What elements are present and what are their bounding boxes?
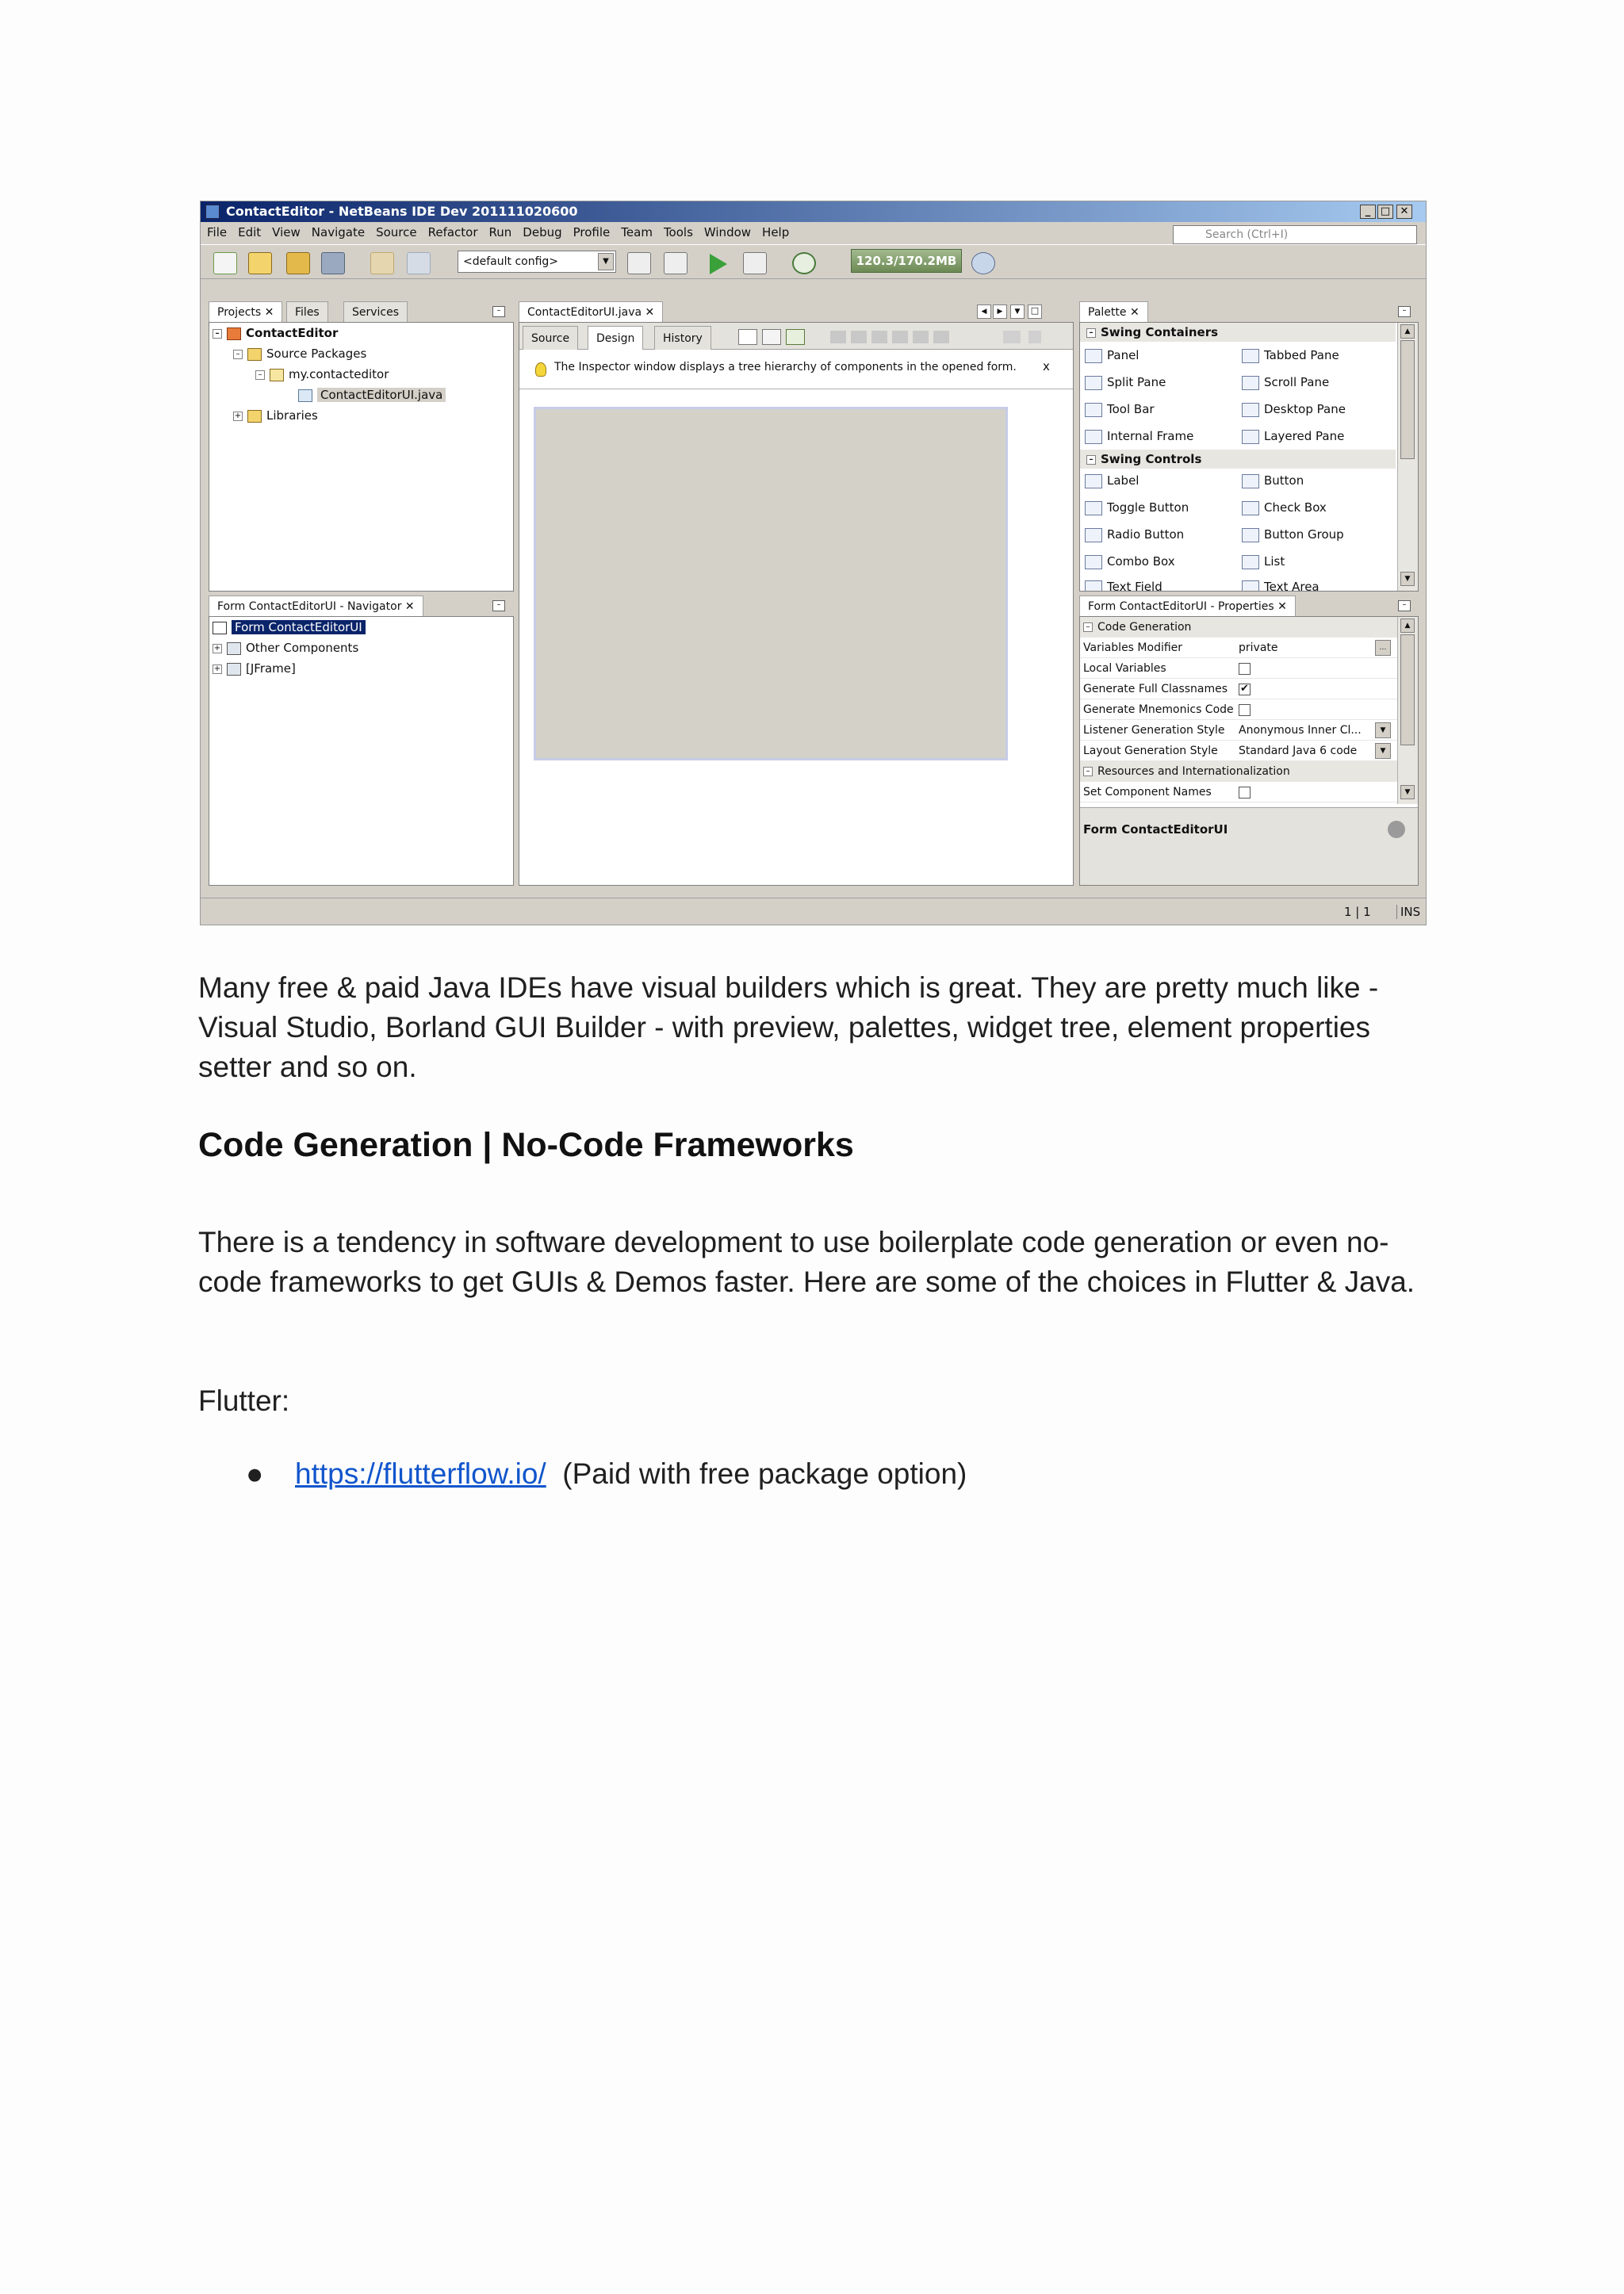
palette-scroll-pane[interactable]: Scroll Pane bbox=[1242, 373, 1329, 391]
palette-check-box[interactable]: Check Box bbox=[1242, 499, 1327, 516]
properties-footer-title: Form ContactEditorUI bbox=[1083, 822, 1228, 837]
scroll-up-icon[interactable]: ▲ bbox=[1400, 324, 1415, 339]
tab-design[interactable]: Design bbox=[588, 326, 643, 350]
tab-navigator[interactable]: Form ContactEditorUI - Navigator ✕ bbox=[209, 596, 423, 616]
component-names-checkbox[interactable] bbox=[1239, 787, 1251, 798]
navigator-tabs bbox=[209, 596, 514, 616]
config-select[interactable] bbox=[458, 251, 616, 273]
tree-file[interactable]: ContactEditorUI.java bbox=[298, 386, 446, 404]
preview-design-icon[interactable] bbox=[786, 329, 805, 345]
debug-icon[interactable] bbox=[743, 252, 767, 274]
mnemonics-checkbox[interactable] bbox=[1239, 704, 1251, 716]
menu-help[interactable]: Help bbox=[762, 225, 790, 239]
menu-navigate[interactable]: Navigate bbox=[311, 225, 366, 239]
selection-mode-icon[interactable] bbox=[738, 329, 757, 345]
editor-panel bbox=[519, 322, 1074, 886]
gc-icon[interactable] bbox=[971, 252, 995, 274]
package-icon bbox=[270, 369, 284, 381]
align-bottom-icon[interactable] bbox=[913, 331, 929, 343]
scroll-right-icon[interactable]: ▶ bbox=[993, 304, 1007, 319]
menu-profile[interactable]: Profile bbox=[573, 225, 611, 239]
tree-project[interactable]: – ContactEditor bbox=[213, 324, 338, 342]
new-file-icon[interactable] bbox=[213, 252, 237, 274]
full-classnames-checkbox[interactable]: ✔ bbox=[1239, 684, 1251, 695]
menu-run[interactable]: Run bbox=[488, 225, 512, 239]
palette-internal-frame[interactable]: Internal Frame bbox=[1085, 427, 1193, 445]
tool-bar-icon bbox=[1085, 403, 1102, 417]
tendency-paragraph: There is a tendency in software development to use boilerplate code generation or even no-code frameworks to get GUIs & Demos faster. Here are some of the choices in Flutter & Java. bbox=[198, 1226, 1415, 1298]
library-icon bbox=[247, 410, 262, 423]
tab-projects[interactable]: Projects ✕ bbox=[209, 301, 282, 322]
chevron-down-icon[interactable]: ▼ bbox=[1375, 743, 1391, 759]
scroll-pane-icon bbox=[1242, 376, 1259, 390]
palette-label[interactable]: Label bbox=[1085, 472, 1139, 489]
prop-variables-modifier[interactable]: Variables Modifier private … bbox=[1080, 638, 1397, 658]
maximize-editor-icon[interactable]: □ bbox=[1028, 304, 1042, 319]
minimize-palette-icon[interactable]: – bbox=[1398, 306, 1411, 317]
palette-text-field[interactable]: Text Field bbox=[1085, 578, 1162, 591]
projects-tabs bbox=[209, 301, 514, 322]
scroll-left-icon[interactable]: ◀ bbox=[977, 304, 991, 319]
palette-tabs bbox=[1079, 301, 1419, 322]
palette-toggle-button[interactable]: Toggle Button bbox=[1085, 499, 1189, 516]
palette-panel bbox=[1079, 322, 1419, 592]
local-variables-checkbox[interactable] bbox=[1239, 663, 1251, 675]
flutterflow-link[interactable]: https://flutterflow.io/ bbox=[295, 1457, 546, 1490]
navigator-panel bbox=[209, 616, 514, 886]
minimize-properties-icon[interactable]: – bbox=[1398, 600, 1411, 611]
maximize-icon[interactable]: □ bbox=[1377, 205, 1393, 219]
tab-properties[interactable]: Form ContactEditorUI - Properties ✕ bbox=[1079, 596, 1296, 616]
menu-source[interactable]: Source bbox=[376, 225, 417, 239]
menu-file[interactable]: File bbox=[207, 225, 228, 239]
scroll-down-icon[interactable]: ▼ bbox=[1400, 572, 1415, 586]
check-box-icon bbox=[1242, 501, 1259, 515]
palette-scrollbar[interactable] bbox=[1397, 323, 1418, 591]
tab-source[interactable]: Source bbox=[523, 326, 578, 350]
scroll-up-icon[interactable]: ▲ bbox=[1400, 618, 1415, 633]
menu-edit[interactable]: Edit bbox=[238, 225, 262, 239]
tab-services[interactable]: Services bbox=[343, 301, 408, 322]
redo-icon[interactable] bbox=[407, 252, 431, 274]
chevron-down-icon[interactable]: ▼ bbox=[1375, 722, 1391, 738]
project-icon bbox=[227, 327, 241, 340]
status-bar bbox=[201, 898, 1426, 925]
properties-scrollbar[interactable] bbox=[1397, 617, 1418, 804]
build-icon[interactable] bbox=[627, 252, 651, 274]
app-icon bbox=[205, 205, 220, 219]
properties-footer bbox=[1080, 807, 1418, 885]
memory-indicator[interactable]: 120.3/170.2MB bbox=[851, 249, 962, 273]
undo-icon[interactable] bbox=[370, 252, 394, 274]
tree-package[interactable]: – my.contacteditor bbox=[255, 366, 389, 383]
section-heading: Code Generation | No-Code Frameworks bbox=[198, 1126, 854, 1164]
prop-generate-mnemonics[interactable]: Generate Mnemonics Code bbox=[1080, 699, 1397, 720]
desktop-pane-icon bbox=[1242, 403, 1259, 417]
components-icon bbox=[227, 642, 241, 655]
menu-window[interactable]: Window bbox=[703, 225, 752, 239]
menu-refactor[interactable]: Refactor bbox=[427, 225, 478, 239]
label-icon bbox=[1085, 474, 1102, 488]
button-group-icon bbox=[1242, 528, 1259, 542]
window-title: ContactEditor - NetBeans IDE Dev 201111020600 bbox=[201, 201, 1426, 222]
layered-pane-icon bbox=[1242, 430, 1259, 444]
tab-history[interactable]: History bbox=[654, 326, 711, 350]
status-insert-mode: INS bbox=[1396, 905, 1420, 919]
profile-icon[interactable] bbox=[792, 252, 816, 274]
java-file-icon bbox=[298, 389, 312, 402]
open-project-icon[interactable] bbox=[286, 252, 310, 274]
run-icon[interactable] bbox=[710, 254, 727, 274]
inspector-hint-text: The Inspector window displays a tree hierarchy of components in the opened form. bbox=[554, 361, 1017, 373]
close-icon[interactable]: ✕ bbox=[1396, 205, 1412, 219]
palette-category-controls[interactable]: – Swing Controls bbox=[1080, 450, 1396, 469]
toggle-button-icon bbox=[1085, 501, 1102, 515]
folder-icon bbox=[247, 348, 262, 361]
palette-text-area[interactable]: Text Area bbox=[1242, 578, 1320, 591]
palette-list[interactable]: List bbox=[1242, 553, 1285, 570]
ellipsis-button[interactable]: … bbox=[1375, 640, 1391, 656]
text-area-icon bbox=[1242, 580, 1259, 592]
prop-set-component-names[interactable]: Set Component Names bbox=[1080, 782, 1397, 802]
tree-source-packages[interactable]: – Source Packages bbox=[233, 345, 366, 362]
combo-box-icon bbox=[1085, 555, 1102, 569]
bullet-list bbox=[246, 1454, 967, 1494]
panel-icon bbox=[1085, 349, 1102, 363]
bullet-marker: ● bbox=[246, 1457, 264, 1490]
lightbulb-icon bbox=[535, 362, 546, 377]
minimize-panel-icon[interactable]: – bbox=[492, 306, 505, 317]
form-design-canvas[interactable] bbox=[534, 407, 1008, 760]
bullet-note: (Paid with free package option) bbox=[562, 1457, 967, 1490]
scroll-thumb[interactable] bbox=[1400, 634, 1415, 745]
minimize-navigator-icon[interactable]: – bbox=[492, 600, 505, 611]
scroll-down-icon[interactable]: ▼ bbox=[1400, 785, 1415, 799]
connection-mode-icon[interactable] bbox=[762, 329, 781, 345]
clean-build-icon[interactable] bbox=[664, 252, 688, 274]
tabbed-pane-icon bbox=[1242, 349, 1259, 363]
palette-radio-button[interactable]: Radio Button bbox=[1085, 526, 1184, 543]
save-all-icon[interactable] bbox=[321, 252, 345, 274]
ide-screenshot bbox=[200, 201, 1427, 925]
prop-layout-style[interactable]: Layout Generation Style Standard Java 6 code ▼ bbox=[1080, 741, 1397, 761]
palette-layered-pane[interactable]: Layered Pane bbox=[1242, 427, 1344, 445]
properties-panel bbox=[1079, 616, 1419, 886]
button-icon bbox=[1242, 474, 1259, 488]
nav-jframe[interactable]: + [JFrame] bbox=[213, 661, 296, 676]
nav-other-components[interactable]: + Other Components bbox=[213, 641, 359, 655]
menu-team[interactable]: Team bbox=[621, 225, 653, 239]
properties-tabs bbox=[1079, 596, 1419, 616]
palette-combo-box[interactable]: Combo Box bbox=[1085, 553, 1175, 570]
center-vertical-icon[interactable] bbox=[933, 331, 949, 343]
prop-listener-style[interactable]: Listener Generation Style Anonymous Inner Cl... ▼ bbox=[1080, 720, 1397, 741]
flutter-label: Flutter: bbox=[198, 1384, 290, 1417]
projects-panel bbox=[209, 322, 514, 592]
internal-frame-icon bbox=[1085, 430, 1102, 444]
tree-libraries[interactable]: + Libraries bbox=[234, 408, 318, 423]
prop-generate-full-classnames[interactable]: Generate Full Classnames ✔ bbox=[1080, 679, 1397, 699]
center-horizontal-icon[interactable] bbox=[871, 331, 887, 343]
editor-tabs bbox=[519, 301, 1074, 322]
palette-panel-item[interactable]: Panel bbox=[1085, 347, 1139, 364]
list-icon bbox=[1242, 555, 1259, 569]
menu-tools[interactable]: Tools bbox=[663, 225, 693, 239]
split-pane-icon bbox=[1085, 376, 1102, 390]
tab-files[interactable]: Files bbox=[286, 301, 328, 322]
scroll-thumb[interactable] bbox=[1400, 340, 1415, 459]
new-project-icon[interactable] bbox=[248, 252, 272, 274]
doc-list-icon[interactable]: ▼ bbox=[1010, 304, 1025, 319]
radio-button-icon bbox=[1085, 528, 1102, 542]
align-right-icon[interactable] bbox=[851, 331, 867, 343]
tab-palette[interactable]: Palette ✕ bbox=[1079, 301, 1148, 322]
properties-section-code-generation[interactable]: – Code Generation bbox=[1080, 617, 1397, 638]
close-hint-icon[interactable]: x bbox=[1043, 359, 1050, 373]
palette-tool-bar[interactable]: Tool Bar bbox=[1085, 400, 1155, 418]
help-icon[interactable] bbox=[1388, 821, 1405, 838]
resize-vertical-icon[interactable] bbox=[1028, 331, 1041, 343]
status-position: 1 | 1 bbox=[1344, 905, 1371, 919]
form-icon bbox=[213, 622, 227, 634]
palette-desktop-pane[interactable]: Desktop Pane bbox=[1242, 400, 1346, 418]
minimize-icon[interactable]: _ bbox=[1360, 205, 1376, 219]
search-input[interactable]: Search (Ctrl+I) bbox=[1173, 225, 1417, 244]
prop-local-variables[interactable]: Local Variables bbox=[1080, 658, 1397, 679]
palette-category-containers[interactable]: – Swing Containers bbox=[1080, 323, 1396, 342]
palette-button-group[interactable]: Button Group bbox=[1242, 526, 1344, 543]
menu-debug[interactable]: Debug bbox=[523, 225, 562, 239]
palette-split-pane[interactable]: Split Pane bbox=[1085, 373, 1166, 391]
config-value: <default config> bbox=[463, 255, 559, 268]
frame-icon bbox=[227, 663, 241, 676]
palette-tabbed-pane[interactable]: Tabbed Pane bbox=[1242, 347, 1339, 364]
align-top-icon[interactable] bbox=[892, 331, 908, 343]
palette-button[interactable]: Button bbox=[1242, 472, 1304, 489]
intro-paragraph: Many free & paid Java IDEs have visual builders which is great. They are pretty much like - Visual Studio, Borland GUI Builder - with preview, palettes, widget tree, element properties setter and so on. bbox=[198, 971, 1379, 1083]
chevron-down-icon: ▼ bbox=[598, 253, 614, 270]
properties-section-resources[interactable]: – Resources and Internationalization bbox=[1080, 761, 1397, 782]
nav-form[interactable]: Form ContactEditorUI bbox=[213, 618, 366, 636]
resize-horizontal-icon[interactable] bbox=[1003, 331, 1021, 343]
text-field-icon bbox=[1085, 580, 1102, 592]
menu-view[interactable]: View bbox=[272, 225, 301, 239]
tab-editor-file[interactable]: ContactEditorUI.java ✕ bbox=[519, 301, 663, 322]
align-left-icon[interactable] bbox=[830, 331, 846, 343]
